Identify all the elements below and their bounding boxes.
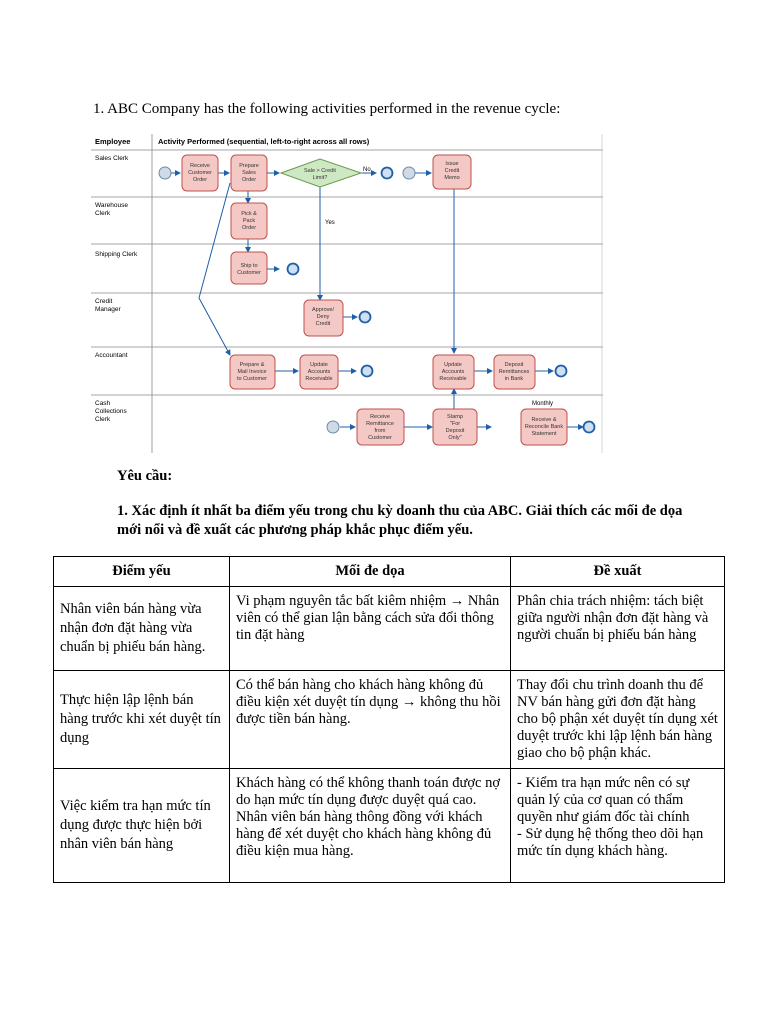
activity-receive-order: Receive Customer Order — [188, 163, 212, 183]
activity-approve-credit: Approve/ Deny Credit — [311, 307, 335, 327]
suggestion-cell: Thay đổi chu trình doanh thu để NV bán hàng gửi đơn đặt hàng cho bộ phận xét duyệt tín dụng xét duyệt trước khi lập lệnh bán hàng giao cho bộ phận khác. — [511, 671, 725, 769]
weakness-cell: Nhân viên bán hàng vừa nhận đơn đặt hàng vừa chuẩn bị phiếu bán hàng. — [54, 587, 230, 671]
activity-issue-credit-memo: Issue Credit Memo — [444, 161, 460, 181]
requirement-heading: Yêu cầu: — [117, 468, 173, 484]
requirement-text: 1. Xác định ít nhất ba điểm yếu trong chu kỳ doanh thu của ABC. Giải thích các mối đe dọa mới nổi và đề xuất các phương pháp khắc phục điểm yếu. — [117, 503, 683, 538]
threat-cell: Vi phạm nguyên tắc bất kiêm nhiệm → Nhân viên có thể gian lận bằng cách sửa đổi thông tin đặt hàng — [230, 587, 511, 671]
activity-prepare-sales-order: Prepare Sales Order — [239, 163, 259, 183]
table-row — [54, 671, 725, 769]
label-monthly: Monthly — [532, 401, 554, 407]
weakness-cell: Thực hiện lập lệnh bán hàng trước khi xét duyệt tín dụng — [54, 671, 230, 769]
weakness-cell: Việc kiểm tra hạn mức tín dụng được thực hiện bởi nhân viên bán hàng — [54, 769, 230, 883]
header-threat: Mối đe dọa — [230, 557, 511, 587]
header-activity: Activity Performed (sequential, left-to-right across all rows) — [158, 137, 370, 146]
activity-reconcile: Receive & Reconcile Bank Statement — [524, 417, 564, 437]
activity-ship: Ship to Customer — [237, 263, 261, 276]
activity-stamp: Stamp "For Deposit Only" — [445, 414, 465, 441]
suggestion-cell: Phân chia trách nhiệm: tách biệt giữa người nhận đơn đặt hàng và người chuẩn bị phiếu bán hàng — [511, 587, 725, 671]
activity-update-ar-1: Update Accounts Receivable — [305, 362, 333, 382]
lane-shipping-clerk: Shipping Clerk — [95, 251, 138, 258]
header-weakness: Điểm yếu — [54, 557, 230, 587]
lane-cash-collections-clerk: Cash Collections Clerk — [95, 400, 127, 423]
lane-credit-manager: Credit Manager — [95, 298, 121, 313]
lane-sales-clerk: Sales Clerk — [95, 155, 129, 162]
threat-cell: Có thể bán hàng cho khách hàng không đủ điều kiện xét duyệt tín dụng → không thu hồi được tiền bán hàng. — [230, 671, 511, 769]
lane-warehouse-clerk: Warehouse Clerk — [95, 202, 128, 217]
activity-receive-remittance: Receive Remittance from Customer — [366, 414, 394, 441]
question-text: 1. ABC Company has the following activities performed in the revenue cycle: — [93, 101, 561, 117]
threat-cell: Khách hàng có thể không thanh toán được nợ do hạn mức tín dụng được duyệt quá cao. Nhân viên bán hàng thông đồng với khách hàng để xét duyệt cho khách hàng không đủ điều kiện mua hàng. — [230, 769, 511, 883]
activity-pick-pack: Pick & Pack Order — [241, 211, 257, 231]
header-employee: Employee — [95, 137, 131, 146]
label-no: No — [363, 167, 371, 173]
suggestion-cell: - Kiểm tra hạn mức nên có sự quản lý của cơ quan có thẩm quyền như giám đốc tài chính - Sử dụng hệ thống theo dõi hạn mức tín dụng khách hàng. — [511, 769, 725, 883]
activity-prepare-invoice: Prepare & Mail Invoice to Customer — [237, 362, 267, 382]
header-suggestion: Đề xuất — [511, 557, 725, 587]
table-row — [54, 769, 725, 883]
lane-accountant: Accountant — [95, 352, 128, 359]
table-row — [54, 587, 725, 671]
activity-update-ar-2: Update Accounts Receivable — [439, 362, 467, 382]
revenue-cycle-diagram — [91, 131, 603, 453]
label-yes: Yes — [325, 220, 335, 226]
table-header-row — [54, 557, 725, 587]
decision-credit-limit: Sale > Credit Limit? — [304, 168, 336, 181]
activity-deposit: Deposit Remittances in Bank — [498, 362, 530, 382]
answer-table — [53, 556, 725, 883]
